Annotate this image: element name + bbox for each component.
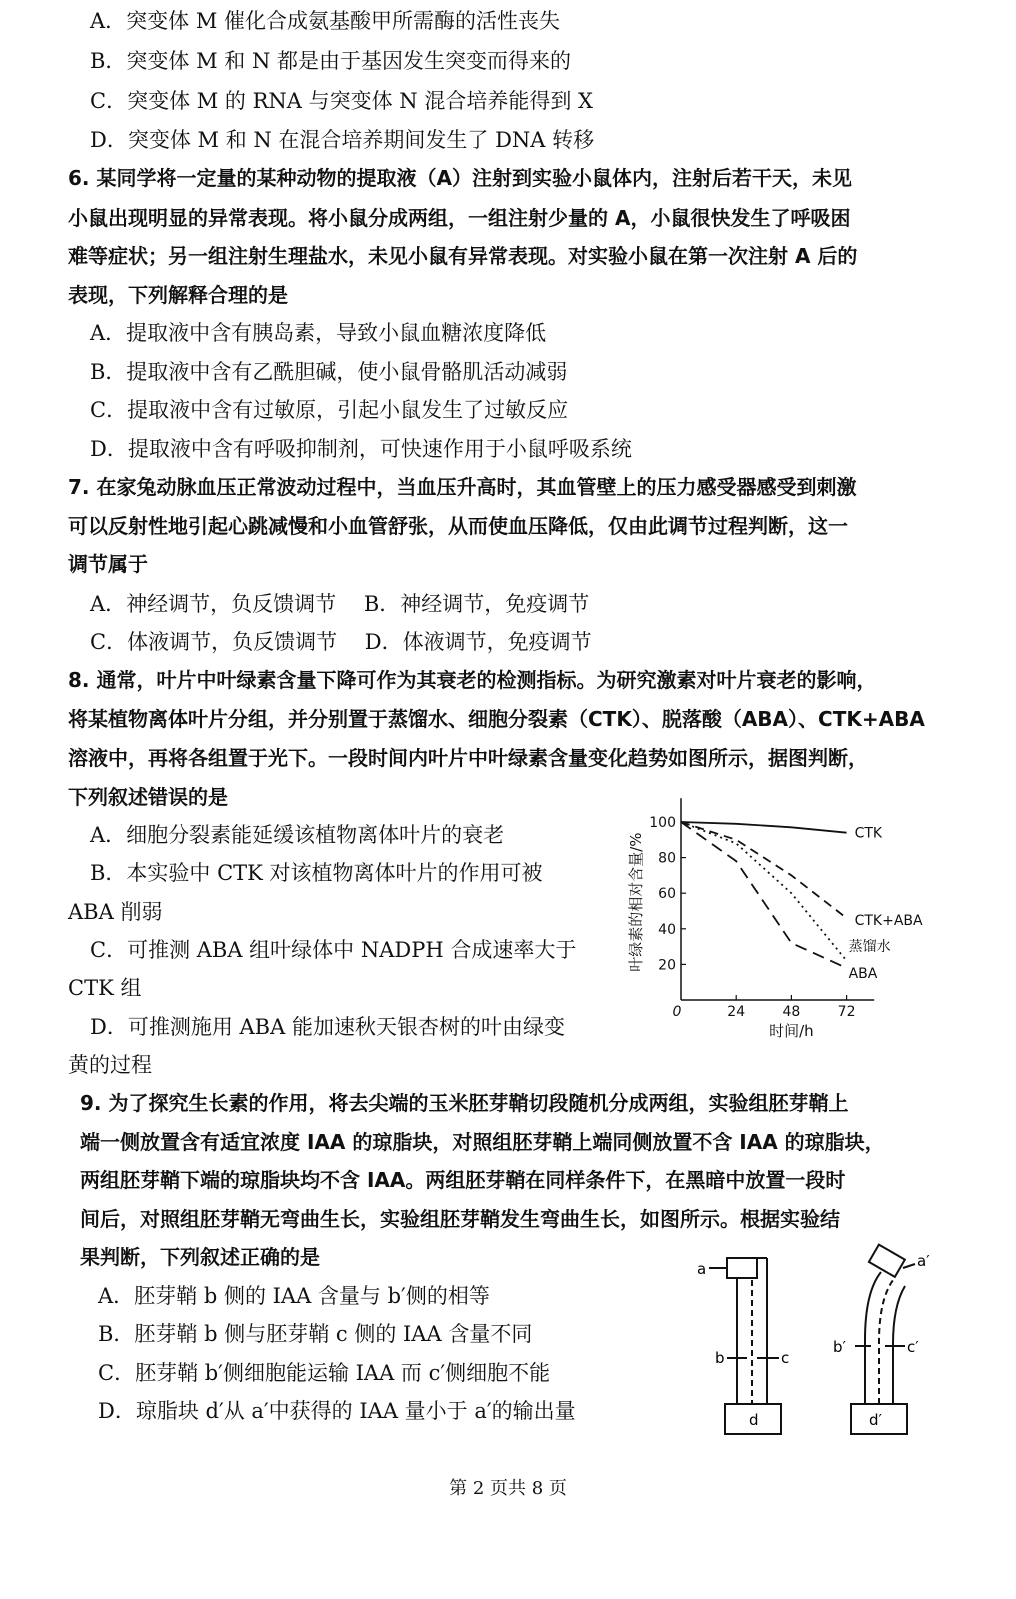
q9-option-c: C．胚芽鞘 b′侧细胞能运输 IAA 而 c′侧细胞不能 — [98, 1361, 551, 1385]
q8-stem-line: 溶液中，再将各组置于光下。一段时间内叶片中叶绿素含量变化趋势如图所示，据图判断， — [68, 746, 868, 770]
origin-label: 0 — [672, 1004, 682, 1020]
q7-options-cd: C．体液调节，负反馈调节 D．体液调节，免疫调节 — [90, 630, 592, 654]
q9-stem-line: 间后，对照组胚芽鞘无弯曲生长，实验组胚芽鞘发生弯曲生长，如图所示。根据实验结 — [80, 1207, 840, 1231]
coleoptile-diagram — [695, 1240, 955, 1440]
q7-stem-line: 可以反射性地引起心跳减慢和小血管舒张，从而使血压降低，仅由此调节过程判断，这一 — [68, 514, 848, 538]
label-a2: a′ — [917, 1252, 930, 1270]
q6-option-b: B．提取液中含有乙酰胆碱，使小鼠骨骼肌活动减弱 — [90, 360, 568, 384]
q9-stem-line: 果判断，下列叙述正确的是 — [80, 1245, 320, 1269]
series-label: 蒸馏水 — [848, 938, 891, 955]
q9-option-d: D．琼脂块 d′从 a′中获得的 IAA 量小于 a′的输出量 — [98, 1399, 576, 1423]
q6-stem-line: 小鼠出现明显的异常表现。将小鼠分成两组，一组注射少量的 A，小鼠很快发生了呼吸困 — [68, 206, 851, 230]
series-line-ABA — [681, 822, 847, 968]
q5-option-b: B．突变体 M 和 N 都是由于基因发生突变而得来的 — [90, 49, 572, 73]
y-tick-label: 40 — [658, 921, 676, 938]
q5-option-a: A．突变体 M 催化合成氨基酸甲所需酶的活性丧失 — [90, 9, 561, 33]
label-d: d — [749, 1411, 759, 1429]
label-b2: b′ — [833, 1338, 846, 1356]
q6-stem-line: 难等症状；另一组注射生理盐水，未见小鼠有异常表现。对实验小鼠在第一次注射 A 后的 — [68, 244, 858, 268]
q6-stem-line: 表现，下列解释合理的是 — [68, 283, 288, 307]
y-tick-label: 100 — [649, 815, 676, 831]
q8-option-b: B．本实验中 CTK 对该植物离体叶片的作用可被 — [90, 861, 543, 885]
q8-option-a: A．细胞分裂素能延缓该植物离体叶片的衰老 — [90, 823, 505, 847]
q9-stem-line: 端一侧放置含有适宜浓度 IAA 的琼脂块，对照组胚芽鞘上端同侧放置不含 IAA 的琼脂块， — [80, 1130, 885, 1154]
y-tick-label: 80 — [658, 850, 676, 867]
label-leader-a2 — [903, 1264, 915, 1268]
label-c2: c′ — [907, 1338, 919, 1356]
series-label: CTK+ABA — [854, 913, 923, 930]
q8-stem-line: 8. 通常，叶片中叶绿素含量下降可作为其衰老的检测指标。为研究激素对叶片衰老的影响， — [68, 668, 877, 692]
q5-option-c: C．突变体 M 的 RNA 与突变体 N 混合培养能得到 X — [90, 89, 593, 113]
series-line-蒸馏水 — [681, 822, 847, 961]
experimental-coleoptile — [851, 1245, 915, 1434]
q6-option-d: D．提取液中含有呼吸抑制剂，可快速作用于小鼠呼吸系统 — [90, 437, 632, 461]
q7-options-ab: A．神经调节，负反馈调节 B．神经调节，免疫调节 — [90, 592, 590, 616]
q6-option-c: C．提取液中含有过敏原，引起小鼠发生了过敏反应 — [90, 398, 569, 422]
x-tick-label: 72 — [837, 1004, 856, 1020]
q8-stem-line: 下列叙述错误的是 — [68, 785, 228, 809]
q8-option-d-cont: 黄的过程 — [68, 1053, 152, 1077]
x-tick-label: 24 — [727, 1004, 746, 1020]
q8-option-d: D．可推测施用 ABA 能加速秋天银杏树的叶由绿变 — [90, 1015, 565, 1039]
q8-option-b-cont: ABA 削弱 — [68, 900, 163, 924]
q9-option-b: B．胚芽鞘 b 侧与胚芽鞘 c 侧的 IAA 含量不同 — [98, 1322, 533, 1346]
series-label: ABA — [848, 965, 878, 982]
q9-option-a: A．胚芽鞘 b 侧的 IAA 含量与 b′侧的相等 — [98, 1284, 490, 1308]
y-tick-label: 20 — [658, 957, 676, 974]
q8-stem-line: 将某植物离体叶片分组，并分别置于蒸馏水、细胞分裂素（CTK）、脱落酸（ABA）、CTK+ABA — [68, 707, 925, 731]
agar-block-a2 — [869, 1245, 905, 1277]
label-d2: d′ — [869, 1411, 882, 1429]
page-footer: 第 2 页共 8 页 — [449, 1478, 567, 1499]
q9-stem-line: 两组胚芽鞘下端的琼脂块均不含 IAA。两组胚芽鞘在同样条件下，在黑暗中放置一段时 — [80, 1168, 846, 1192]
q6-stem-line: 6. 某同学将一定量的某种动物的提取液（A）注射到实验小鼠体内，注射后若干天，未见 — [68, 166, 852, 190]
series-label: CTK — [854, 825, 883, 842]
q7-stem-line: 7. 在家兔动脉血压正常波动过程中，当血压升高时，其血管壁上的压力感受器感受到刺激 — [68, 475, 857, 499]
label-c: c — [781, 1349, 790, 1367]
label-a: a — [697, 1260, 707, 1278]
control-coleoptile — [709, 1258, 781, 1434]
q8-option-c: C．可推测 ABA 组叶绿体中 NADPH 合成速率大于 — [90, 938, 577, 962]
q9-stem-line: 9. 为了探究生长素的作用，将去尖端的玉米胚芽鞘切段随机分成两组，实验组胚芽鞘上 — [80, 1091, 849, 1115]
q8-option-c-cont: CTK 组 — [68, 976, 142, 1000]
x-tick-label: 48 — [782, 1004, 801, 1020]
series-line-CTK — [681, 822, 847, 833]
q5-option-d: D．突变体 M 和 N 在混合培养期间发生了 DNA 转移 — [90, 128, 595, 152]
q7-stem-line: 调节属于 — [68, 552, 148, 576]
label-b: b — [715, 1349, 725, 1367]
y-axis-label: 叶绿素的相对含量/% — [627, 832, 645, 972]
y-tick-label: 60 — [658, 886, 676, 903]
bent-midline — [879, 1280, 893, 1404]
chlorophyll-line-chart — [615, 790, 940, 1040]
agar-block-a — [727, 1258, 757, 1278]
q6-option-a: A．提取液中含有胰岛素，导致小鼠血糖浓度降低 — [90, 321, 547, 345]
x-axis-label: 时间/h — [769, 1022, 814, 1040]
